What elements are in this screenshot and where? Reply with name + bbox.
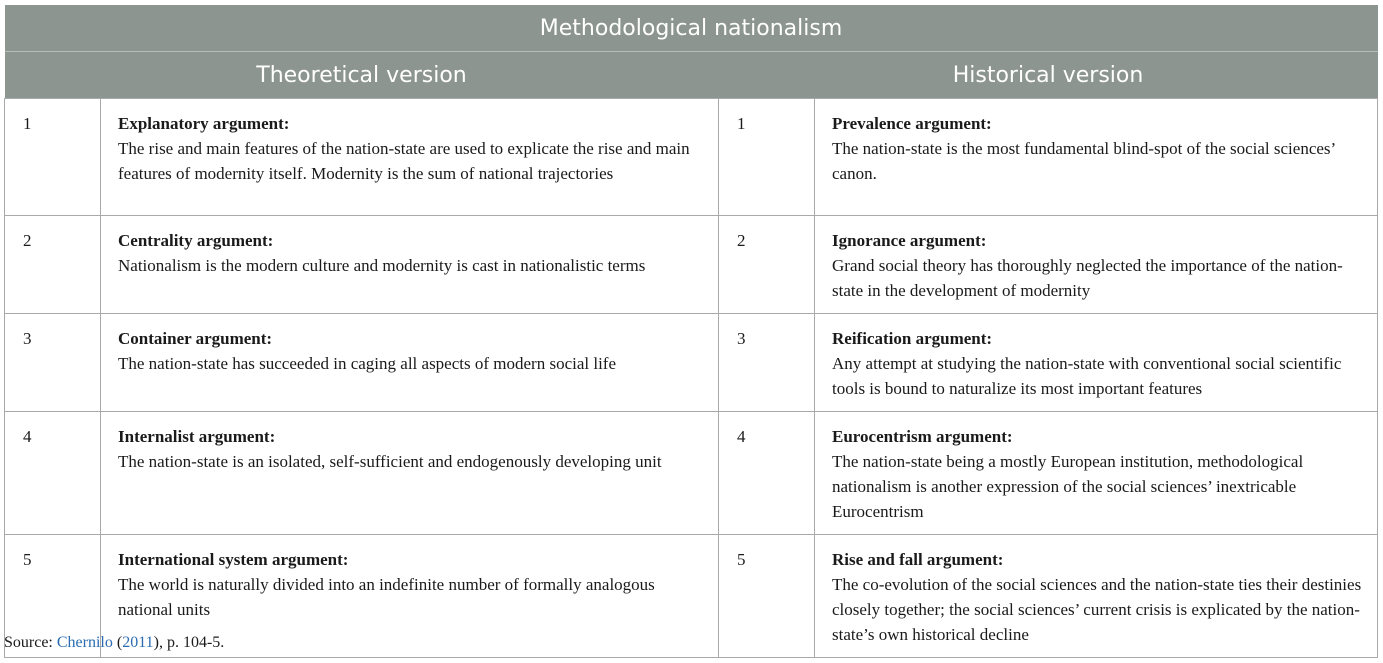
source-prefix: Source: <box>4 634 57 651</box>
argument-description: The world is naturally divided into an indefinite number of formally analogous national units <box>118 575 655 619</box>
row-number-right: 5 <box>719 535 815 658</box>
source-note <box>4 634 224 652</box>
argument-cell-right <box>815 535 1378 658</box>
argument-cell-right <box>815 314 1378 412</box>
table-container <box>4 5 1377 658</box>
row-number-right: 1 <box>719 99 815 216</box>
row-number-left: 2 <box>5 216 101 314</box>
table-row <box>5 314 1378 412</box>
argument-description: The nation-state is the most fundamental blind-spot of the social sciences’ canon. <box>832 139 1335 183</box>
argument-title: Internalist argument: <box>118 427 276 446</box>
row-number-left: 1 <box>5 99 101 216</box>
methodological-nationalism-table <box>4 5 1378 658</box>
argument-description: The co-evolution of the social sciences and the nation-state ties their destinies closely together; the social sciences’ current crisis is explicated by the nation- state’s own historical decline <box>832 575 1362 644</box>
argument-title: Rise and fall argument: <box>832 550 1004 569</box>
argument-title: Ignorance argument: <box>832 231 987 250</box>
argument-cell-left <box>101 314 719 412</box>
author-link[interactable]: Chernilo <box>56 634 113 651</box>
table-row <box>5 412 1378 535</box>
argument-title: Centrality argument: <box>118 231 274 250</box>
argument-description: Grand social theory has thoroughly neglected the importance of the nation-state in the development of modernity <box>832 256 1343 300</box>
argument-title: Explanatory argument: <box>118 114 290 133</box>
row-number-left: 4 <box>5 412 101 535</box>
argument-cell-right <box>815 99 1378 216</box>
argument-cell-left <box>101 216 719 314</box>
argument-description: Nationalism is the modern culture and modernity is cast in nationalistic terms <box>118 256 646 275</box>
argument-description: The rise and main features of the nation-state are used to explicate the rise and main features of modernity itself. Modernity is the sum of national trajectories <box>118 139 690 183</box>
argument-description: The nation-state is an isolated, self-sufficient and endogenously developing unit <box>118 452 662 471</box>
column-header-theoretical: Theoretical version <box>5 52 719 99</box>
row-number-right: 4 <box>719 412 815 535</box>
argument-description: The nation-state has succeeded in caging all aspects of modern social life <box>118 354 617 373</box>
argument-title: International system argument: <box>118 550 349 569</box>
argument-title: Container argument: <box>118 329 273 348</box>
argument-cell-right <box>815 412 1378 535</box>
source-open-paren: ( <box>112 634 123 651</box>
argument-title: Reification argument: <box>832 329 993 348</box>
row-number-right: 2 <box>719 216 815 314</box>
column-header-historical: Historical version <box>719 52 1378 99</box>
row-number-left: 3 <box>5 314 101 412</box>
row-number-left: 5 <box>5 535 101 658</box>
argument-description: Any attempt at studying the nation-state with conventional social scientific tools is bound to naturalize its most important features <box>832 354 1342 398</box>
argument-title: Prevalence argument: <box>832 114 992 133</box>
argument-cell-right <box>815 216 1378 314</box>
argument-description: The nation-state being a mostly European institution, methodological nationalism is another expression of the social sciences’ inextricable Eurocentrism <box>832 452 1304 521</box>
argument-title: Eurocentrism argument: <box>832 427 1013 446</box>
table-row <box>5 216 1378 314</box>
source-suffix: ), p. 104-5. <box>153 634 225 651</box>
argument-cell-left <box>101 412 719 535</box>
table-title: Methodological nationalism <box>5 5 1378 52</box>
row-number-right: 3 <box>719 314 815 412</box>
table-row <box>5 99 1378 216</box>
argument-cell-left <box>101 99 719 216</box>
year-link[interactable]: 2011 <box>122 634 154 651</box>
